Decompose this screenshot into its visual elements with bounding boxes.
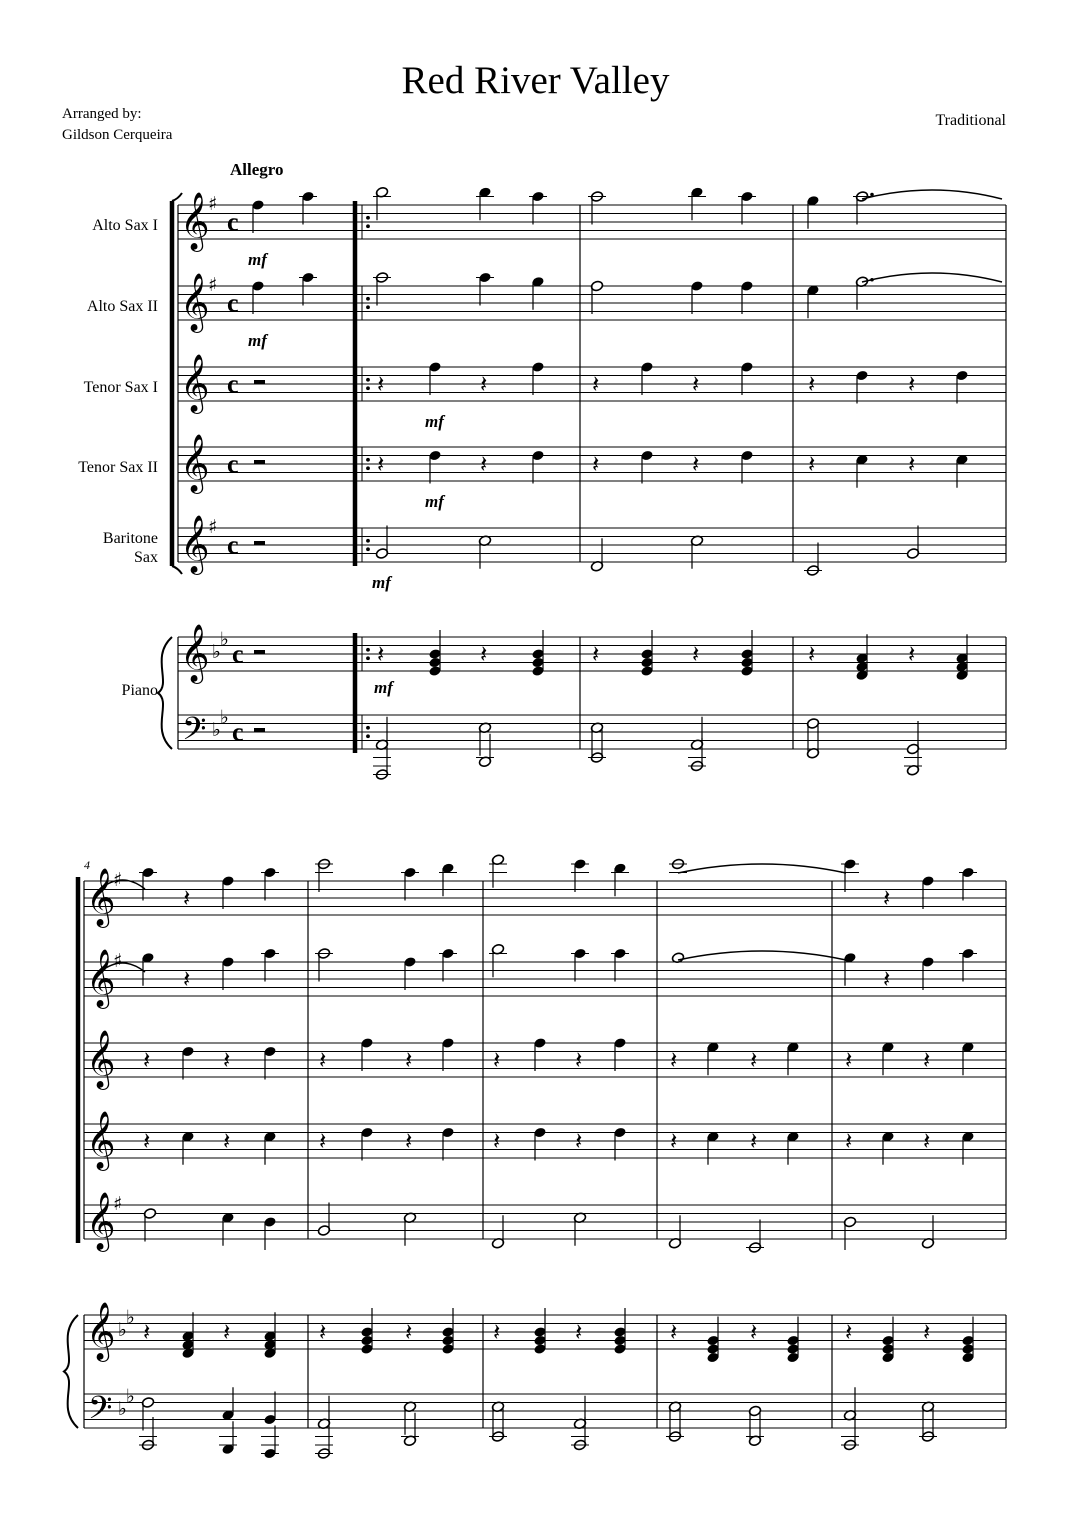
- repeat-dot: [366, 648, 370, 652]
- sharp-key-icon: ♯: [113, 869, 123, 891]
- quarter-rest: 𝄽: [808, 450, 816, 478]
- quarter-rest: 𝄽: [143, 1127, 151, 1155]
- common-time-icon: c: [232, 717, 244, 747]
- quarter-rest: 𝄽: [692, 450, 700, 478]
- half-rest: [254, 728, 265, 732]
- quarter-rest: 𝄽: [183, 884, 191, 912]
- arranger-name: Gildson Cerqueira: [62, 127, 173, 143]
- quarter-rest: 𝄽: [377, 640, 385, 668]
- flat-key-icon: ♭: [118, 1398, 127, 1420]
- half-rest: [254, 650, 265, 654]
- treble-clef-icon: 𝄞: [180, 353, 210, 412]
- quarter-rest: 𝄽: [670, 1318, 678, 1346]
- quarter-rest: 𝄽: [319, 1046, 327, 1074]
- quarter-rest: 𝄽: [480, 640, 488, 668]
- repeat-dot: [366, 539, 370, 543]
- treble-clef-icon: 𝄞: [180, 623, 210, 682]
- quarter-rest: 𝄽: [377, 450, 385, 478]
- tempo-marking: Allegro: [230, 160, 284, 179]
- tie-slur: [678, 951, 846, 960]
- quarter-rest: 𝄽: [692, 370, 700, 398]
- treble-clef-icon: 𝄞: [180, 514, 210, 573]
- repeat-dot: [366, 378, 370, 382]
- common-time-icon: c: [227, 207, 239, 237]
- bass-clef-icon: 𝄢: [182, 710, 207, 755]
- instrument-name-tenor-sax-1: Tenor Sax I: [83, 379, 158, 396]
- dynamic-mf: mf: [425, 492, 444, 511]
- sharp-key-icon: ♯: [208, 193, 218, 215]
- sharp-key-icon: ♯: [113, 950, 123, 972]
- common-time-icon: c: [227, 369, 239, 399]
- dynamic-mf: mf: [372, 573, 391, 592]
- dynamic-mf: mf: [425, 412, 444, 431]
- treble-clef-icon: 𝄞: [180, 191, 210, 250]
- quarter-rest: 𝄽: [845, 1046, 853, 1074]
- quarter-rest: 𝄽: [493, 1127, 501, 1155]
- quarter-rest: 𝄽: [923, 1318, 931, 1346]
- instrument-name-alto-sax-2: Alto Sax II: [86, 298, 158, 315]
- flat-key-icon: ♭: [126, 1306, 135, 1329]
- treble-clef-icon: 𝄞: [86, 948, 116, 1007]
- instrument-name-baritone-line1: Baritone: [102, 530, 158, 547]
- bass-clef-icon: 𝄢: [88, 1389, 113, 1434]
- quarter-rest: 𝄽: [319, 1318, 327, 1346]
- quarter-rest: 𝄽: [405, 1127, 413, 1155]
- quarter-rest: 𝄽: [377, 370, 385, 398]
- quarter-rest: 𝄽: [670, 1127, 678, 1155]
- repeat-dot: [366, 224, 370, 228]
- instrument-name-baritone-line2: Sax: [134, 549, 158, 566]
- quarter-rest: 𝄽: [923, 1127, 931, 1155]
- quarter-rest: 𝄽: [480, 370, 488, 398]
- repeat-dot: [366, 386, 370, 390]
- quarter-rest: 𝄽: [223, 1318, 231, 1346]
- quarter-rest: 𝄽: [405, 1318, 413, 1346]
- quarter-rest: 𝄽: [223, 1127, 231, 1155]
- quarter-rest: 𝄽: [575, 1318, 583, 1346]
- repeat-dot: [366, 216, 370, 220]
- quarter-rest: 𝄽: [750, 1318, 758, 1346]
- arranger-label: Arranged by:: [62, 106, 142, 122]
- repeat-dot: [366, 656, 370, 660]
- flat-key-icon: ♭: [220, 706, 229, 729]
- treble-clef-icon: 𝄞: [180, 433, 210, 492]
- quarter-rest: 𝄽: [592, 370, 600, 398]
- flat-key-icon: ♭: [212, 641, 221, 663]
- quarter-rest: 𝄽: [908, 370, 916, 398]
- quarter-rest: 𝄽: [493, 1046, 501, 1074]
- quarter-rest: 𝄽: [883, 965, 891, 993]
- quarter-rest: 𝄽: [845, 1318, 853, 1346]
- dynamic-mf: mf: [248, 250, 267, 269]
- repeat-dot: [366, 297, 370, 301]
- common-time-icon: c: [227, 530, 239, 560]
- flat-key-icon: ♭: [220, 628, 229, 651]
- treble-clef-icon: 𝄞: [86, 867, 116, 926]
- quarter-rest: 𝄽: [575, 1046, 583, 1074]
- treble-clef-icon: 𝄞: [86, 1301, 116, 1360]
- tie-slur: [862, 190, 1002, 199]
- treble-clef-icon: 𝄞: [86, 1029, 116, 1088]
- quarter-rest: 𝄽: [592, 450, 600, 478]
- quarter-rest: 𝄽: [319, 1127, 327, 1155]
- quarter-rest: 𝄽: [923, 1046, 931, 1074]
- quarter-rest: 𝄽: [493, 1318, 501, 1346]
- common-time-icon: c: [227, 449, 239, 479]
- quarter-rest: 𝄽: [143, 1046, 151, 1074]
- quarter-rest: 𝄽: [143, 1318, 151, 1346]
- repeat-dot: [366, 458, 370, 462]
- dynamic-mf: mf: [374, 678, 393, 697]
- brace-icon: [158, 637, 172, 749]
- repeat-dot: [366, 734, 370, 738]
- treble-clef-icon: 𝄞: [86, 1110, 116, 1169]
- quarter-rest: 𝄽: [183, 965, 191, 993]
- quarter-rest: 𝄽: [883, 884, 891, 912]
- instrument-name-piano: Piano: [121, 682, 158, 699]
- quarter-rest: 𝄽: [808, 370, 816, 398]
- repeat-dot: [366, 466, 370, 470]
- dynamic-mf: mf: [248, 331, 267, 350]
- repeat-dot: [366, 305, 370, 309]
- quarter-rest: 𝄽: [405, 1046, 413, 1074]
- measure-number: 4: [84, 858, 90, 872]
- common-time-icon: c: [227, 288, 239, 318]
- quarter-rest: 𝄽: [908, 640, 916, 668]
- quarter-rest: 𝄽: [670, 1046, 678, 1074]
- instrument-name-alto-sax-1: Alto Sax I: [92, 217, 158, 234]
- sharp-key-icon: ♯: [208, 274, 218, 296]
- tie-slur: [862, 273, 1002, 282]
- flat-key-icon: ♭: [126, 1385, 135, 1408]
- quarter-rest: 𝄽: [692, 640, 700, 668]
- sharp-key-icon: ♯: [113, 1193, 123, 1215]
- flat-key-icon: ♭: [212, 719, 221, 741]
- quarter-rest: 𝄽: [845, 1127, 853, 1155]
- quarter-rest: 𝄽: [575, 1127, 583, 1155]
- instrument-name-tenor-sax-2: Tenor Sax II: [78, 459, 158, 476]
- half-rest: [254, 460, 265, 464]
- flat-key-icon: ♭: [118, 1319, 127, 1341]
- brace-icon: [64, 1315, 78, 1428]
- tie-slur: [678, 864, 846, 873]
- quarter-rest: 𝄽: [808, 640, 816, 668]
- quarter-rest: 𝄽: [750, 1127, 758, 1155]
- quarter-rest: 𝄽: [750, 1046, 758, 1074]
- quarter-rest: 𝄽: [223, 1046, 231, 1074]
- quarter-rest: 𝄽: [592, 640, 600, 668]
- sharp-key-icon: ♯: [208, 516, 218, 538]
- common-time-icon: c: [232, 639, 244, 669]
- half-rest: [254, 380, 265, 384]
- repeat-dot: [366, 547, 370, 551]
- score-title: Red River Valley: [401, 59, 670, 102]
- half-rest: [254, 541, 265, 545]
- composer-credit: Traditional: [935, 112, 1006, 129]
- repeat-dot: [366, 726, 370, 730]
- treble-clef-icon: 𝄞: [180, 272, 210, 331]
- quarter-rest: 𝄽: [480, 450, 488, 478]
- treble-clef-icon: 𝄞: [86, 1191, 116, 1250]
- quarter-rest: 𝄽: [908, 450, 916, 478]
